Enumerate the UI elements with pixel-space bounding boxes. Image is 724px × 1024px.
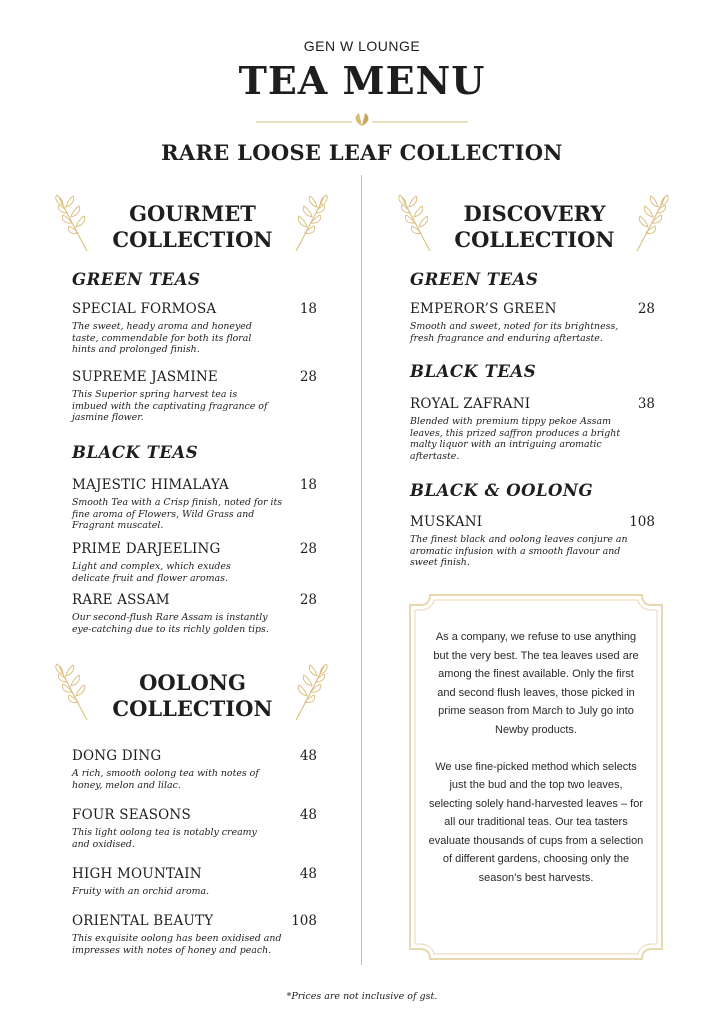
- menu-item: [410, 301, 655, 344]
- item-price: 108: [629, 514, 655, 530]
- item-description: Fruity with an orchid aroma.: [72, 886, 210, 897]
- menu-item: [72, 592, 317, 635]
- note-paragraph: We use fine-picked method which selects just the bud and the top two leaves, selecting solely hand-harvested leaves – for all our traditional teas. Our tea tasters evaluate thousands of cups from a selection of different gardens, choosing only the season’s best harvests.: [428, 760, 644, 884]
- item-price: 48: [299, 807, 317, 823]
- item-name: SPECIAL FORMOSA: [72, 301, 217, 317]
- item-price: 48: [299, 748, 317, 764]
- discovery-collection-title: [422, 201, 647, 253]
- item-description: A rich, smooth oolong tea with notes of honey, melon and lilac.: [72, 768, 259, 791]
- item-price: 38: [637, 396, 655, 412]
- menu-item: [72, 866, 317, 898]
- item-price: 28: [637, 301, 655, 317]
- item-name: FOUR SEASONS: [72, 807, 191, 823]
- item-name: MUSKANI: [410, 514, 483, 530]
- menu-item: [72, 748, 317, 791]
- gourmet-title-line2: COLLECTION: [112, 227, 273, 252]
- item-description: Smooth and sweet, noted for its brightness, fresh fragrance and enduring aftertaste.: [410, 321, 619, 344]
- discovery-black-oolong-heading: BLACK & OOLONG: [410, 481, 594, 500]
- gourmet-green-teas-heading: GREEN TEAS: [72, 270, 201, 289]
- item-description: This exquisite oolong has been oxidised and impresses with notes of honey and peach.: [72, 933, 282, 956]
- item-description: Our second-flush Rare Assam is instantly eye-catching due to its richly golden tips.: [72, 612, 269, 635]
- item-price: 108: [291, 913, 317, 929]
- menu-item: [72, 301, 317, 356]
- item-description: Smooth Tea with a Crisp finish, noted for its fine aroma of Flowers, Wild Grass and Fragrant muscatel.: [72, 497, 283, 531]
- collection-title: RARE LOOSE LEAF COLLECTION: [161, 140, 563, 165]
- discovery-title-line1: DISCOVERY: [463, 201, 606, 226]
- menu-item: [72, 369, 317, 424]
- gourmet-title-line1: GOURMET: [129, 201, 256, 226]
- oolong-title-line1: OOLONG: [139, 670, 246, 695]
- menu-item: [72, 541, 317, 584]
- item-price: 28: [299, 592, 317, 608]
- item-name: SUPREME JASMINE: [72, 369, 218, 385]
- about-note: [428, 628, 644, 887]
- note-paragraph: As a company, we refuse to use anything but the very best. The tea leaves used are among the finest available. Only the first and second flush leaves, those picked in prime season from March to July go into Newby products.: [433, 631, 639, 736]
- item-price: 28: [299, 369, 317, 385]
- oolong-title-line2: COLLECTION: [112, 696, 273, 721]
- discovery-green-teas-heading: GREEN TEAS: [410, 270, 539, 289]
- item-price: 18: [299, 477, 317, 493]
- item-name: DONG DING: [72, 748, 162, 764]
- item-description: This light oolong tea is notably creamy and oxidised.: [72, 827, 257, 850]
- page-title: TEA MENU: [238, 58, 486, 103]
- item-name: MAJESTIC HIMALAYA: [72, 477, 229, 493]
- item-name: ORIENTAL BEAUTY: [72, 913, 214, 929]
- item-price: 48: [299, 866, 317, 882]
- item-name: PRIME DARJEELING: [72, 541, 221, 557]
- discovery-black-teas-heading: BLACK TEAS: [410, 362, 537, 381]
- column-divider: [361, 175, 362, 965]
- item-description: The finest black and oolong leaves conjure an aromatic infusion with a smooth flavour and sweet finish.: [410, 534, 628, 568]
- gourmet-collection-title: [80, 201, 305, 253]
- item-name: RARE ASSAM: [72, 592, 170, 608]
- menu-item: [72, 913, 317, 956]
- item-description: Blended with premium tippy pekoe Assam leaves, this prized saffron produces a bright malty liquor with an intriguing aromatic aftertaste.: [410, 416, 621, 462]
- item-name: EMPEROR’S GREEN: [410, 301, 557, 317]
- gourmet-black-teas-heading: BLACK TEAS: [72, 443, 199, 462]
- item-price: 18: [299, 301, 317, 317]
- menu-item: [410, 396, 655, 462]
- menu-item: [72, 477, 317, 532]
- discovery-title-line2: COLLECTION: [454, 227, 615, 252]
- oolong-collection-title: [80, 670, 305, 722]
- item-description: The sweet, heady aroma and honeyed taste, commendable for both its floral hints and prolonged finish.: [72, 321, 252, 355]
- leaf-divider: [256, 110, 468, 130]
- item-name: ROYAL ZAFRANI: [410, 396, 531, 412]
- menu-item: [72, 807, 317, 850]
- price-disclaimer: *Prices are not inclusive of gst.: [286, 991, 438, 1002]
- venue-name: GEN W LOUNGE: [303, 38, 421, 54]
- item-name: HIGH MOUNTAIN: [72, 866, 202, 882]
- item-description: This Superior spring harvest tea is imbued with the captivating fragrance of jasmine flower.: [72, 389, 268, 423]
- menu-item: [410, 514, 655, 569]
- item-description: Light and complex, which exudes delicate fruit and flower aromas.: [72, 561, 231, 584]
- item-price: 28: [299, 541, 317, 557]
